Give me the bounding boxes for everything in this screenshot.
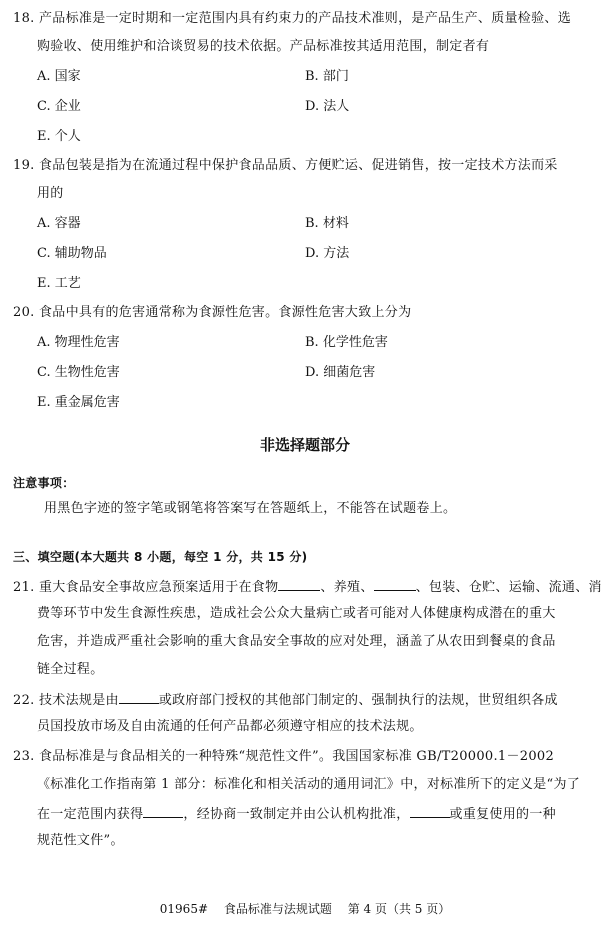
- q20-option-c: C. 生物性危害: [37, 365, 120, 380]
- footer-title: 食品标准与法规试题: [223, 902, 332, 916]
- q23-blank-1: [143, 805, 183, 818]
- q21-blank-1: [278, 578, 320, 591]
- footer-code: 01965#: [159, 902, 209, 916]
- q22-line-2: 员国投放市场及自由流通的任何产品都必须遵守相应的技术法规。: [37, 719, 423, 734]
- q23-line-2: 《标准化工作指南第 1 部分：标准化和相关活动的通用词汇》中，对标准所下的定义是“为了: [37, 777, 581, 792]
- q21-line-1: [13, 578, 602, 596]
- q22-blank-1: [119, 691, 159, 704]
- part3-title: 三、填空题(本大题共 8 小题，每空 1 分，共 15 分): [13, 550, 308, 564]
- q19-option-d: D. 方法: [305, 246, 350, 261]
- q23-blank-2: [410, 805, 450, 818]
- q20-option-a: A. 物理性危害: [37, 335, 120, 350]
- footer-page-number: 第 4 页（共 5 页）: [347, 902, 451, 916]
- q23-text-c: 或重复使用的一种: [449, 807, 556, 822]
- q19-option-e: E. 工艺: [37, 276, 81, 291]
- q22-text-a: 22. 技术法规是由: [13, 693, 119, 708]
- q23-text-a: 在一定范围内获得: [37, 807, 144, 822]
- q18-option-b: B. 部门: [305, 69, 349, 84]
- q18-line-1: 18. 产品标准是一定时期和一定范围内具有约束力的产品技术准则，是产品生产、质量检验、选: [13, 11, 572, 26]
- page-footer: [0, 902, 610, 916]
- q18-option-e: E. 个人: [37, 129, 81, 144]
- q21-text-c: 、包装、仓贮、运输、流通、消: [415, 580, 602, 595]
- q18-line-2: 购验收、使用维护和洽谈贸易的技术依据。产品标准按其适用范围，制定者有: [37, 39, 490, 54]
- q23-line-4: 规范性文件”。: [37, 833, 124, 848]
- q19-option-b: B. 材料: [305, 216, 349, 231]
- section-title: 非选择题部分: [259, 436, 350, 454]
- q20-option-e: E. 重金属危害: [37, 395, 120, 410]
- q21-text-b: 、养殖、: [320, 580, 374, 595]
- q19-option-a: A. 容器: [37, 216, 81, 231]
- notice-text: 用黑色字迹的签字笔或钢笔将答案写在答题纸上，不能答在试题卷上。: [44, 501, 457, 516]
- q20-line-1: 20. 食品中具有的危害通常称为食源性危害。食源性危害大致上分为: [13, 305, 412, 320]
- q18-option-d: D. 法人: [305, 99, 350, 114]
- q23-text-b: ，经协商一致制定并由公认机构批准，: [183, 807, 410, 822]
- q23-line-3: [37, 805, 556, 823]
- q21-line-3: 危害，并造成严重社会影响的重大食品安全事故的应对处理，涵盖了从农田到餐桌的食品: [37, 634, 556, 649]
- q19-line-2: 用的: [37, 186, 64, 201]
- q19-line-1: 19. 食品包装是指为在流通过程中保护食品品质、方便贮运、促进销售，按一定技术方法而采: [13, 158, 558, 173]
- q18-option-c: C. 企业: [37, 99, 81, 114]
- q21-line-2: 费等环节中发生食源性疾患，造成社会公众大量病亡或者可能对人体健康构成潜在的重大: [37, 606, 556, 621]
- q23-line-1: 23. 食品标准是与食品相关的一种特殊“规范性文件”。我国国家标准 GB/T20000.1－2002: [13, 749, 555, 764]
- q22-line-1: [13, 691, 558, 709]
- notice-label: 注意事项：: [13, 476, 75, 490]
- q22-text-b: 或政府部门授权的其他部门制定的、强制执行的法规，世贸组织各成: [158, 693, 558, 708]
- q19-option-c: C. 辅助物品: [37, 246, 107, 261]
- q21-text-a: 21. 重大食品安全事故应急预案适用于在食物: [13, 580, 279, 595]
- q18-option-a: A. 国家: [37, 69, 81, 84]
- q21-blank-2: [374, 578, 416, 591]
- q20-option-b: B. 化学性危害: [305, 335, 388, 350]
- q21-line-4: 链全过程。: [37, 662, 104, 677]
- q20-option-d: D. 细菌危害: [305, 365, 376, 380]
